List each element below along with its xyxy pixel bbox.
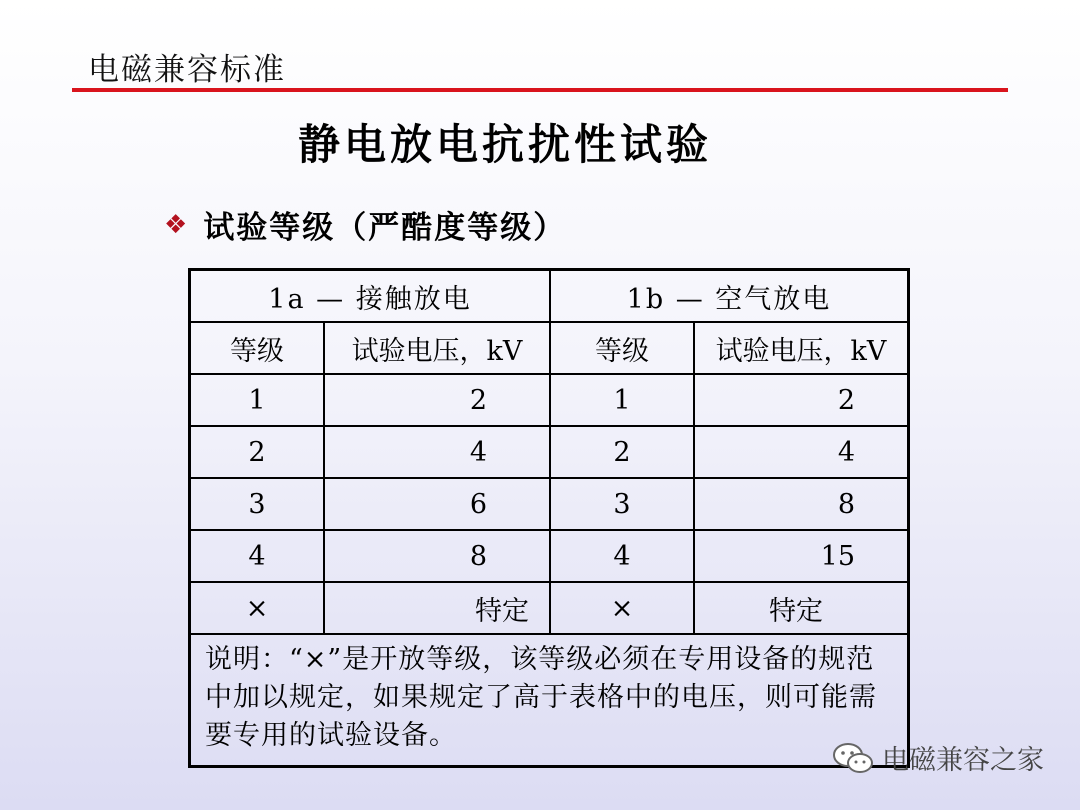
table-row [190, 374, 909, 426]
test-level-table [188, 268, 910, 768]
table-cell: 特定 [324, 582, 550, 634]
table-row [190, 426, 909, 478]
diamond-bullet-icon: ❖ [164, 209, 190, 240]
wechat-icon [832, 741, 874, 775]
watermark [832, 738, 1044, 777]
table-row [190, 478, 909, 530]
table-cell: 1 [190, 374, 325, 426]
group-header-row [190, 270, 909, 323]
bullet-text: 试验等级（严酷度等级） [203, 210, 567, 246]
column-header: 试验电压，kV [324, 322, 550, 374]
column-header-row [190, 322, 909, 374]
table-cell: 4 [694, 426, 909, 478]
group-contact-discharge: 1a — 接触放电 [190, 270, 551, 323]
table-cell: 2 [190, 426, 325, 478]
column-header: 试验电压，kV [694, 322, 909, 374]
table-cell: 8 [694, 478, 909, 530]
table-cell: × [190, 582, 325, 634]
column-header: 等级 [190, 322, 325, 374]
column-header: 等级 [550, 322, 694, 374]
table-row [190, 582, 909, 634]
table-cell: 15 [694, 530, 909, 582]
watermark-text: 电磁兼容之家 [882, 745, 1044, 776]
bullet-item [164, 202, 566, 247]
table-cell: 2 [324, 374, 550, 426]
table-cell: 8 [324, 530, 550, 582]
table-row [190, 530, 909, 582]
table-cell: 3 [550, 478, 694, 530]
header-title: 电磁兼容标准 [88, 52, 286, 88]
table-cell: 4 [190, 530, 325, 582]
note-row [190, 634, 909, 767]
table-cell: 1 [550, 374, 694, 426]
table-cell: × [550, 582, 694, 634]
header-divider [72, 88, 1008, 92]
slide-title: 静电放电抗扰性试验 [297, 120, 712, 169]
table-cell: 2 [550, 426, 694, 478]
table-cell: 3 [190, 478, 325, 530]
table-cell: 6 [324, 478, 550, 530]
table-note: 说明：“×”是开放等级，该等级必须在专用设备的规范中加以规定，如果规定了高于表格中的电压，则可能需要专用的试验设备。 [190, 634, 909, 767]
table-cell: 4 [324, 426, 550, 478]
table-cell: 4 [550, 530, 694, 582]
table-cell: 2 [694, 374, 909, 426]
group-air-discharge: 1b — 空气放电 [550, 270, 909, 323]
table-cell: 特定 [694, 582, 909, 634]
